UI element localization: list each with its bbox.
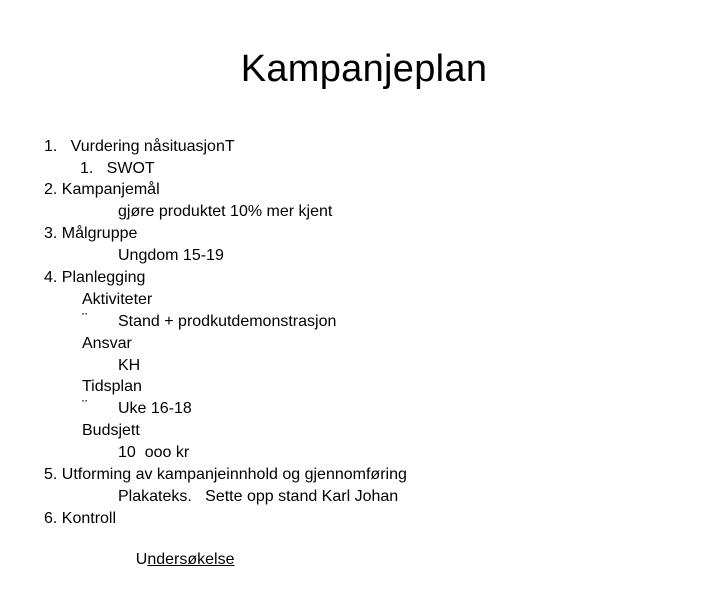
- list-item-4-budget-1: 10 ooo kr: [118, 444, 190, 461]
- slide-title: Kampanjeplan: [240, 48, 488, 90]
- list-item-4: 4. Planlegging: [44, 269, 146, 286]
- list-item-6: 6. Kontroll: [44, 510, 117, 527]
- list-item-5-1: Plakateks. Sette opp stand Karl Johan: [118, 488, 399, 505]
- list-item-1-1: 1. SWOT: [80, 160, 155, 177]
- list-item-4-responsibility: Ansvar: [82, 335, 132, 352]
- list-item-4-activities: Aktiviteter: [82, 291, 153, 308]
- list-item-4-activities-1: Stand + prodkutdemonstrasjon: [118, 313, 337, 330]
- list-item-4-budget: Budsjett: [82, 422, 140, 439]
- list-item-6-1[interactable]: [118, 530, 235, 590]
- list-item-2: 2. Kampanjemål: [44, 181, 160, 198]
- list-item-4-schedule: Tidsplan: [82, 378, 142, 395]
- list-item-3-1: Ungdom 15-19: [118, 247, 224, 264]
- list-item-2-1: gjøre produktet 10% mer kjent: [118, 203, 333, 220]
- bullet-mark: ¨: [82, 398, 88, 415]
- survey-link[interactable]: ndersøkelse: [147, 551, 235, 568]
- list-item-3: 3. Målgruppe: [44, 225, 138, 242]
- bullet-mark: ¨: [82, 311, 88, 328]
- list-item-4-schedule-1: Uke 16-18: [118, 400, 192, 417]
- list-item-1: 1. Vurdering nåsituasjonT: [44, 138, 235, 155]
- list-item-6-1-prefix: U: [135, 551, 148, 568]
- list-item-4-responsibility-1: KH: [118, 357, 141, 374]
- list-item-5: 5. Utforming av kampanjeinnhold og gjennomføring: [44, 466, 407, 483]
